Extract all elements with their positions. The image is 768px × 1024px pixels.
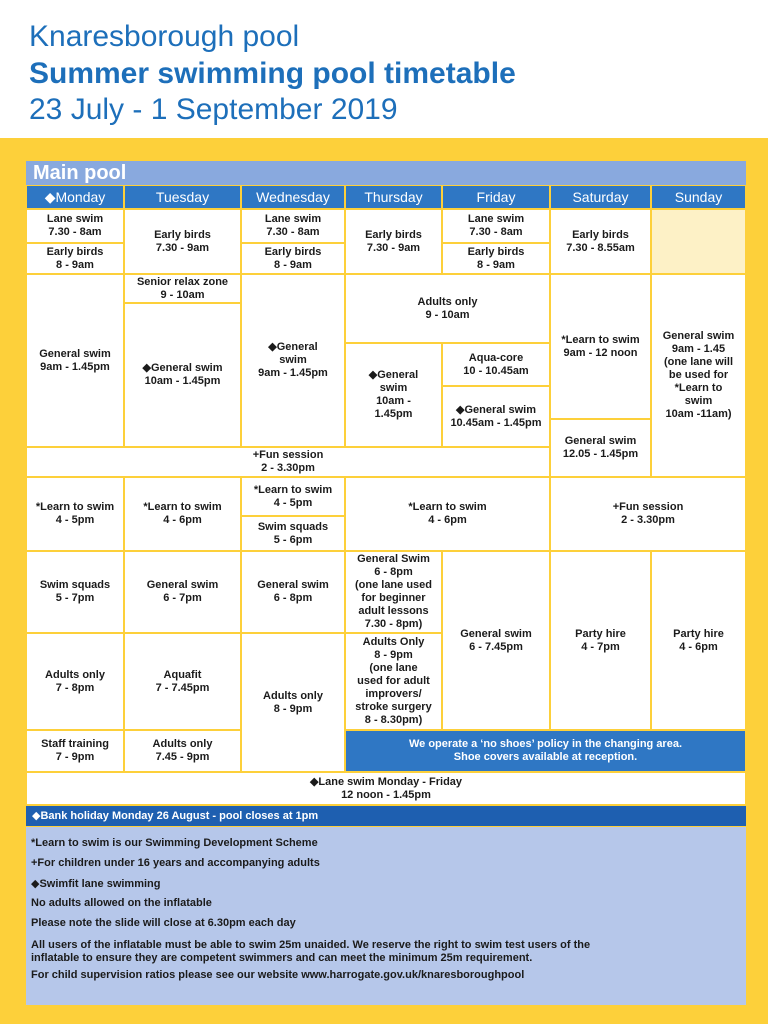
session-cell: *Learn to swim 4 - 5pm <box>26 477 124 551</box>
timetable-title: Summer swimming pool timetable <box>29 57 516 90</box>
session-cell: *Learn to swim 4 - 6pm <box>345 477 550 551</box>
session-cell: Lane swim 7.30 - 8am <box>442 209 550 243</box>
day-header-monday: ◆Monday <box>26 185 124 209</box>
session-cell: Senior relax zone 9 - 10am <box>124 274 241 303</box>
bank-holiday-banner: ◆Bank holiday Monday 26 August - pool closes at 1pm <box>26 806 746 826</box>
session-cell: General swim 9am - 1.45pm <box>26 274 124 447</box>
session-cell: *Learn to swim 4 - 5pm <box>241 477 345 516</box>
day-header-tuesday: Tuesday <box>124 185 241 209</box>
session-cell: Early birds 7.30 - 9am <box>124 209 241 274</box>
venue-title: Knaresborough pool <box>29 20 300 53</box>
session-cell: Party hire 4 - 6pm <box>651 551 746 730</box>
session-cell: ◆General swim 10.45am - 1.45pm <box>442 386 550 447</box>
day-header-friday: Friday <box>442 185 550 209</box>
session-cell: Adults only 8 - 9pm <box>241 633 345 772</box>
session-cell: Party hire 4 - 7pm <box>550 551 651 730</box>
note-learn-to-swim: *Learn to swim is our Swimming Development Scheme <box>31 837 318 849</box>
day-header-wednesday: Wednesday <box>241 185 345 209</box>
session-cell: ◆General swim 9am - 1.45pm <box>241 274 345 447</box>
session-cell: Early birds 8 - 9am <box>442 243 550 274</box>
note-slide: Please note the slide will close at 6.30pm each day <box>31 917 296 929</box>
no-shoes-notice: We operate a ‘no shoes’ policy in the changing area. Shoe covers available at reception. <box>345 730 746 772</box>
day-header-thursday: Thursday <box>345 185 442 209</box>
session-cell: General swim 9am - 1.45 (one lane will be used for *Learn to swim 10am -11am) <box>651 274 746 477</box>
session-cell: Aqua-core 10 - 10.45am <box>442 343 550 386</box>
session-cell: Adults Only 8 - 9pm (one lane used for adult improvers/ stroke surgery 8 - 8.30pm) <box>345 633 442 730</box>
session-cell: Lane swim 7.30 - 8am <box>241 209 345 243</box>
session-cell: General Swim 6 - 8pm (one lane used for beginner adult lessons 7.30 - 8pm) <box>345 551 442 633</box>
note-inflatable: No adults allowed on the inflatable <box>31 897 212 909</box>
note-website: For child supervision ratios please see our website www.harrogate.gov.uk/knaresboroughpool <box>31 969 525 981</box>
session-cell: +Fun session 2 - 3.30pm <box>550 477 746 551</box>
session-cell: Early birds 7.30 - 8.55am <box>550 209 651 274</box>
session-cell: General swim 6 - 7.45pm <box>442 551 550 730</box>
session-cell: *Learn to swim 4 - 6pm <box>124 477 241 551</box>
note-swimfit: ◆Swimfit lane swimming <box>31 878 161 890</box>
notes-panel <box>26 827 746 1005</box>
session-cell: Early birds 8 - 9am <box>26 243 124 274</box>
empty-cell <box>651 209 746 274</box>
session-cell: Lane swim 7.30 - 8am <box>26 209 124 243</box>
session-cell: Swim squads 5 - 6pm <box>241 516 345 551</box>
session-cell: Adults only 7.45 - 9pm <box>124 730 241 772</box>
session-cell: Swim squads 5 - 7pm <box>26 551 124 633</box>
note-inflatable-requirement: All users of the inflatable must be able to swim 25m unaided. We reserve the right to swim test users of the inflatable to ensure they are competent swimmers and can meet the minimum 25m requirement. <box>31 939 591 964</box>
section-title-bar <box>26 161 746 185</box>
session-cell: ◆Lane swim Monday - Friday 12 noon - 1.45pm <box>26 772 746 805</box>
session-cell: *Learn to swim 9am - 12 noon <box>550 274 651 419</box>
header <box>0 0 768 138</box>
session-cell: Early birds 7.30 - 9am <box>345 209 442 274</box>
session-cell: Adults only 9 - 10am <box>345 274 550 343</box>
section-title: Main pool <box>33 162 127 184</box>
date-range: 23 July - 1 September 2019 <box>29 93 398 126</box>
session-cell: Adults only 7 - 8pm <box>26 633 124 730</box>
session-cell: +Fun session 2 - 3.30pm <box>26 447 550 477</box>
session-cell: Early birds 8 - 9am <box>241 243 345 274</box>
session-cell: Aquafit 7 - 7.45pm <box>124 633 241 730</box>
session-cell: Staff training 7 - 9pm <box>26 730 124 772</box>
session-cell: ◆General swim 10am - 1.45pm <box>345 343 442 447</box>
session-cell: General swim 6 - 7pm <box>124 551 241 633</box>
note-fun-session: +For children under 16 years and accompanying adults <box>31 857 320 869</box>
day-header-saturday: Saturday <box>550 185 651 209</box>
session-cell: ◆General swim 10am - 1.45pm <box>124 303 241 447</box>
session-cell: General swim 6 - 8pm <box>241 551 345 633</box>
session-cell: General swim 12.05 - 1.45pm <box>550 419 651 477</box>
day-header-sunday: Sunday <box>651 185 746 209</box>
